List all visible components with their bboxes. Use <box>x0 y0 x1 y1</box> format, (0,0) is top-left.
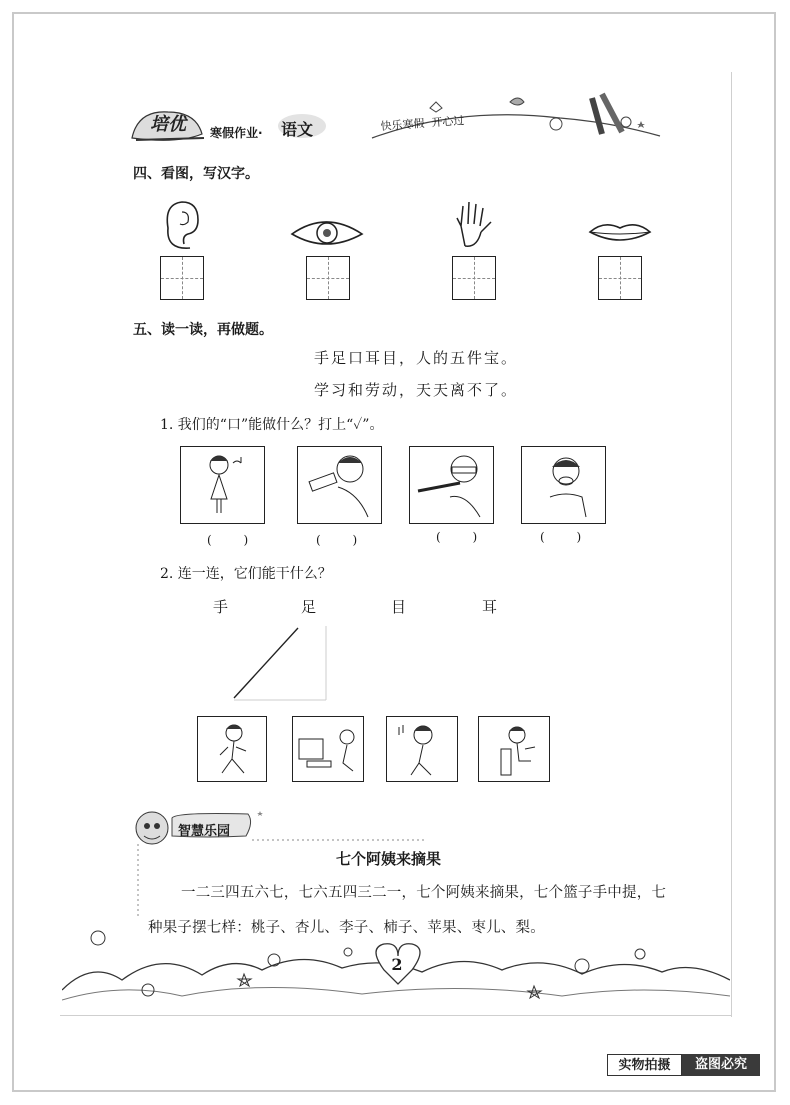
wisdom-label: 智慧乐园 <box>178 824 231 839</box>
picture-listening-music <box>386 716 458 782</box>
picture-computer <box>292 716 364 782</box>
section-5-title: 五、读一读，再做题。 <box>133 322 273 338</box>
answer-paren-4[interactable]: ( ) <box>540 530 596 544</box>
subject-label: 语文 <box>281 120 314 139</box>
poem-line-1: 手足口耳目，人的五件宝。 <box>314 349 519 367</box>
writing-grid-mouth[interactable] <box>598 256 642 300</box>
answer-paren-2[interactable]: ( ) <box>316 533 372 547</box>
stamp-no-copying: 盗图必究 <box>682 1054 760 1076</box>
picture-covering-mouth <box>521 446 606 524</box>
picture-running <box>197 716 267 782</box>
char-hand[interactable]: 手 <box>213 598 229 616</box>
writing-grid-ear[interactable] <box>160 256 204 300</box>
writing-grid-hand[interactable] <box>452 256 496 300</box>
example-connect-line <box>226 624 330 704</box>
picture-singing <box>180 446 265 524</box>
ear-icon <box>160 198 202 252</box>
stamp-real-photo: 实物拍摄 <box>607 1054 682 1076</box>
story-title: 七个阿姨来摘果 <box>336 850 442 868</box>
writing-grid-eye[interactable] <box>306 256 350 300</box>
logo-text: 培优 <box>150 114 186 135</box>
picture-reading <box>478 716 550 782</box>
hand-icon <box>455 198 495 250</box>
question-1: 1. 我们的“口”能做什么？打上“✓”。 <box>160 417 384 433</box>
question-2: 2. 连一连，它们能干什么？ <box>160 566 332 582</box>
page-edge-bottom <box>60 1015 732 1016</box>
header-slogan: 快乐寒假 开心过 <box>380 114 465 133</box>
poem-line-2: 学习和劳动，天天离不了。 <box>314 381 519 399</box>
char-ear[interactable]: 耳 <box>482 598 498 616</box>
picture-playing-flute <box>409 446 494 524</box>
page-edge-right <box>731 72 732 1017</box>
mouth-icon <box>588 220 652 246</box>
answer-paren-3[interactable]: ( ) <box>436 530 492 544</box>
eye-icon <box>290 212 364 252</box>
page-number: 2 <box>391 955 403 974</box>
story-text: 一二三四五六七，七六五四三二一，七个阿姨来摘果，七个篮子手中提，七种果子摆七样：桃子、杏儿、李子、柿子、苹果、枣儿、梨。 <box>148 885 667 936</box>
picture-drinking <box>297 446 382 524</box>
char-foot[interactable]: 足 <box>301 598 317 616</box>
char-eye[interactable]: 目 <box>391 598 407 616</box>
answer-paren-1[interactable]: ( ) <box>207 533 263 547</box>
section-4-title: 四、看图，写汉字。 <box>133 166 259 182</box>
series-name: 寒假作业· <box>210 126 263 140</box>
